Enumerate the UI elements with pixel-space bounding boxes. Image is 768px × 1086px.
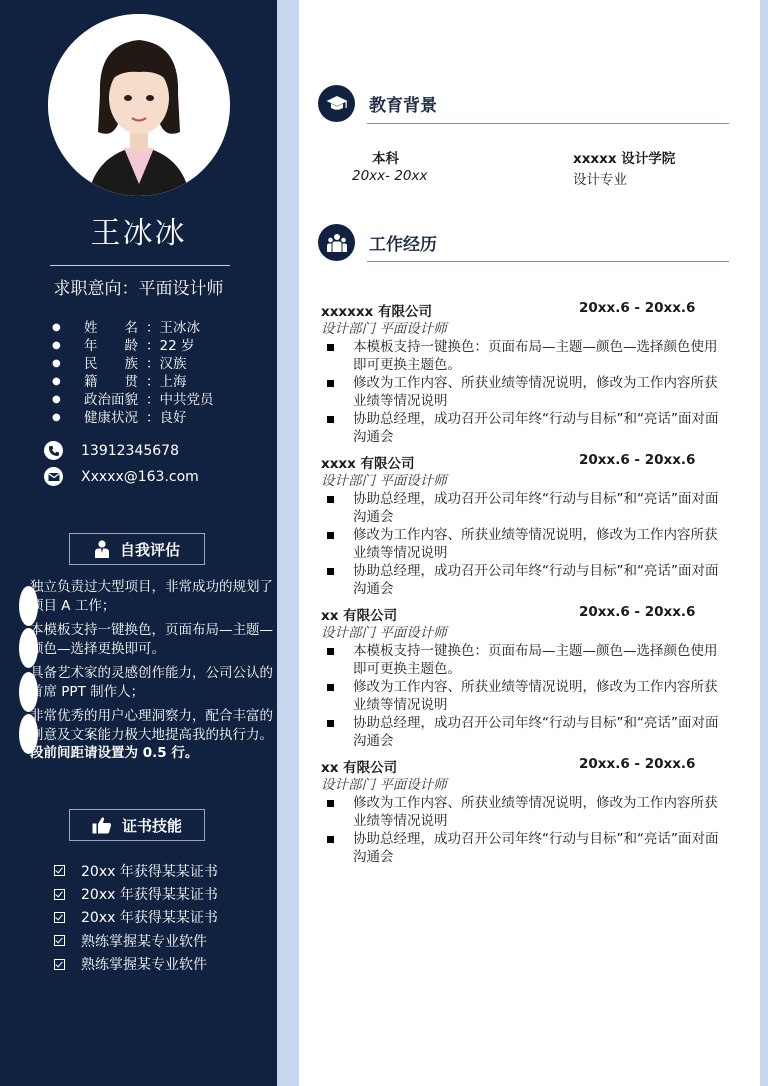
email-contact bbox=[44, 467, 199, 486]
certificate-item: 熟练掌握某专业软件 bbox=[54, 953, 218, 976]
job-duty: 修改为工作内容、所获业绩等情况说明，修改为工作内容所获业绩等情况说明 bbox=[321, 527, 721, 562]
self-evaluation-heading: 自我评估 bbox=[69, 533, 205, 565]
job-intent: 求职意向：平面设计师 bbox=[53, 279, 224, 299]
job-period: 20xx.6 - 20xx.6 bbox=[579, 452, 696, 468]
education-divider bbox=[367, 123, 729, 124]
education-heading: 教育背景 bbox=[318, 85, 437, 122]
eval-note: 段前间距请设置为 0.5 行。 bbox=[30, 745, 199, 761]
job-duty: 修改为工作内容、所获业绩等情况说明，修改为工作内容所获业绩等情况说明 bbox=[321, 795, 721, 830]
job-entry bbox=[321, 756, 721, 866]
job-department: 设计部门 平面设计师 bbox=[321, 473, 447, 489]
job-company: xxxxxx 有限公司 bbox=[321, 304, 432, 320]
eval-item: 非常优秀的用户心理洞察力，配合丰富的创意及文案能力极大地提高我的执行力。段前间距请设置为 0.5 行。 bbox=[30, 708, 273, 761]
work-heading: 工作经历 bbox=[318, 224, 437, 261]
work-divider bbox=[367, 261, 729, 262]
job-duty: 修改为工作内容、所获业绩等情况说明，修改为工作内容所获业绩等情况说明 bbox=[321, 679, 721, 714]
sidebar bbox=[0, 0, 277, 1086]
job-period: 20xx.6 - 20xx.6 bbox=[579, 604, 696, 620]
self-evaluation-list bbox=[30, 578, 276, 769]
phone-number: 13912345678 bbox=[81, 442, 179, 459]
certificates-heading: 证书技能 bbox=[69, 809, 205, 841]
education-period: 20xx- 20xx bbox=[352, 168, 428, 184]
email-icon bbox=[44, 467, 63, 486]
job-company: xxxx 有限公司 bbox=[321, 456, 415, 472]
checkbox-icon bbox=[54, 935, 65, 946]
accent-stripe-right bbox=[760, 0, 768, 1086]
candidate-name: 王冰冰 bbox=[90, 216, 187, 251]
job-entry bbox=[321, 604, 721, 750]
job-period: 20xx.6 - 20xx.6 bbox=[579, 300, 696, 316]
job-company: xx 有限公司 bbox=[321, 608, 398, 624]
certificate-item: 20xx 年获得某某证书 bbox=[54, 859, 218, 882]
info-item: ● 民 族 ：汉族 bbox=[52, 356, 187, 372]
checkbox-icon bbox=[54, 865, 65, 876]
info-item: ● 政治面貌 ：中共党员 bbox=[52, 392, 214, 408]
education-major: 设计专业 bbox=[573, 172, 627, 188]
thumbs-up-icon bbox=[92, 816, 112, 834]
job-duty: 协助总经理，成功召开公司年终“行动与目标”和“亮话”面对面沟通会 bbox=[321, 715, 721, 750]
education-degree: 本科 bbox=[372, 151, 399, 167]
phone-contact bbox=[44, 441, 179, 460]
personal-info-list bbox=[52, 319, 214, 427]
job-duty: 协助总经理，成功召开公司年终“行动与目标”和“亮话”面对面沟通会 bbox=[321, 411, 721, 446]
job-entry bbox=[321, 452, 721, 598]
job-duty: 协助总经理，成功召开公司年终“行动与目标”和“亮话”面对面沟通会 bbox=[321, 831, 721, 866]
info-item: ● 健康状况 ：良好 bbox=[52, 410, 187, 426]
eval-item: 独立负责过大型项目，非常成功的规划了项目 A 工作； bbox=[30, 579, 273, 614]
checkbox-icon bbox=[54, 889, 65, 900]
certificate-list bbox=[54, 859, 218, 976]
job-department: 设计部门 平面设计师 bbox=[321, 777, 447, 793]
job-list bbox=[321, 300, 721, 872]
checkbox-icon bbox=[54, 912, 65, 923]
accent-stripe-left bbox=[277, 0, 299, 1086]
job-period: 20xx.6 - 20xx.6 bbox=[579, 756, 696, 772]
job-entry bbox=[321, 300, 721, 446]
email-address: Xxxxx@163.com bbox=[81, 468, 199, 485]
person-icon bbox=[94, 540, 110, 558]
job-company: xx 有限公司 bbox=[321, 760, 398, 776]
eval-item: 本模板支持一键换色，页面布局—主题—颜色—选择更换即可。 bbox=[30, 622, 273, 657]
job-department: 设计部门 平面设计师 bbox=[321, 625, 447, 641]
profile-photo bbox=[48, 14, 230, 196]
job-duty: 本模板支持一键换色：页面布局—主题—颜色—选择颜色使用即可更换主题色。 bbox=[321, 643, 721, 678]
info-item: ● 姓 名 ：王冰冰 bbox=[52, 320, 200, 336]
job-department: 设计部门 平面设计师 bbox=[321, 321, 447, 337]
checkbox-icon bbox=[54, 959, 65, 970]
eval-item: 具备艺术家的灵感创作能力，公司公认的首席 PPT 制作人； bbox=[30, 665, 273, 700]
certificate-item: 20xx 年获得某某证书 bbox=[54, 906, 218, 929]
name-divider bbox=[50, 265, 230, 266]
phone-icon bbox=[44, 441, 63, 460]
job-duty: 协助总经理，成功召开公司年终“行动与目标”和“亮话”面对面沟通会 bbox=[321, 491, 721, 526]
job-duty: 协助总经理，成功召开公司年终“行动与目标”和“亮话”面对面沟通会 bbox=[321, 563, 721, 598]
info-item: ● 年 龄 ：22 岁 bbox=[52, 338, 195, 354]
team-icon bbox=[318, 224, 355, 261]
info-item: ● 籍 贯 ：上海 bbox=[52, 374, 187, 390]
certificate-item: 熟练掌握某专业软件 bbox=[54, 929, 218, 952]
education-school: xxxxx 设计学院 bbox=[573, 151, 676, 167]
job-duty: 修改为工作内容、所获业绩等情况说明，修改为工作内容所获业绩等情况说明 bbox=[321, 375, 721, 410]
job-duty: 本模板支持一键换色：页面布局—主题—颜色—选择颜色使用即可更换主题色。 bbox=[321, 339, 721, 374]
graduation-cap-icon bbox=[318, 85, 355, 122]
certificate-item: 20xx 年获得某某证书 bbox=[54, 882, 218, 905]
